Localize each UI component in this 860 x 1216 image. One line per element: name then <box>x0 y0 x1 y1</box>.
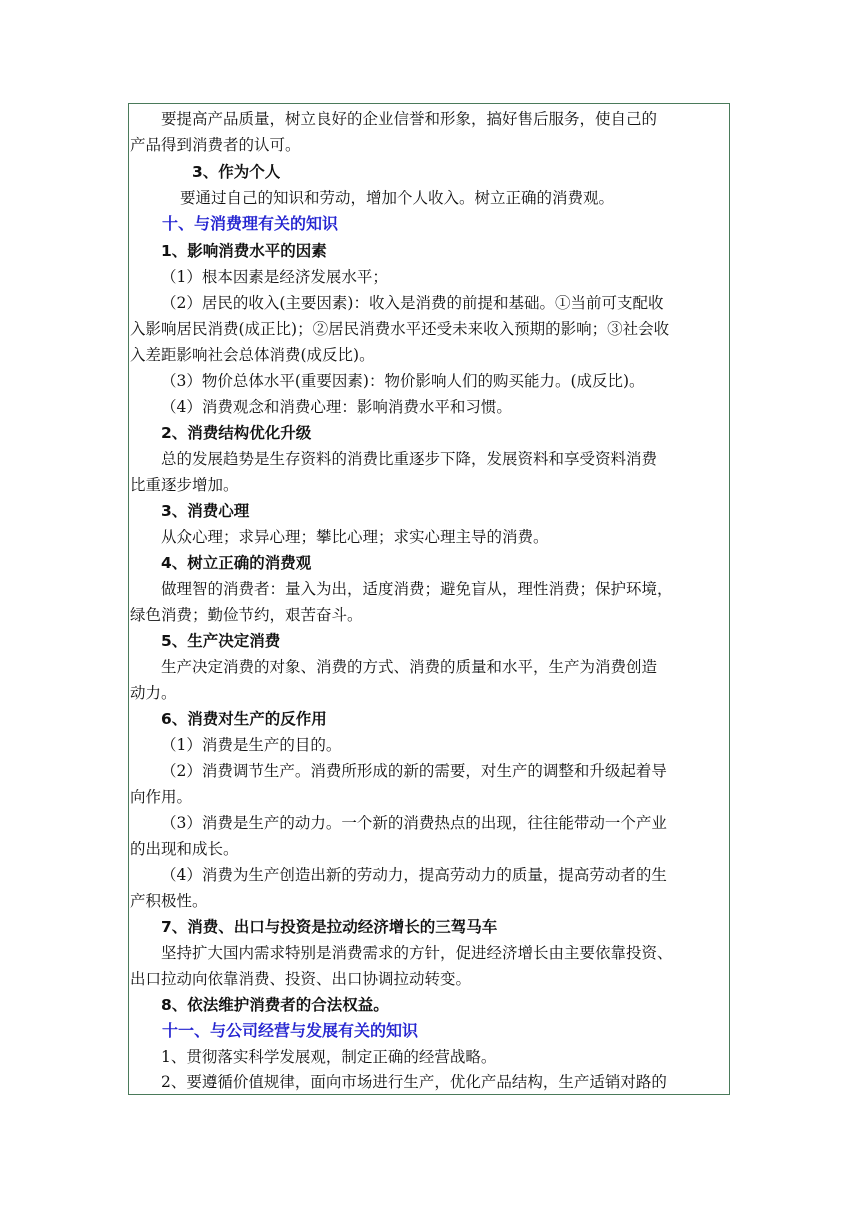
text-line: （2）居民的收入(主要因素)：收入是消费的前提和基础。①当前可支配收 <box>161 294 664 312</box>
text-line: 绿色消费；勤俭节约，艰苦奋斗。 <box>130 606 363 624</box>
section-heading: 6、消费对生产的反作用 <box>161 710 327 728</box>
text-line: （2）消费调节生产。消费所形成的新的需要，对生产的调整和升级起着导 <box>161 762 667 780</box>
text-line: 从众心理；求异心理；攀比心理；求实心理主导的消费。 <box>161 528 549 546</box>
text-line: 2、要遵循价值规律，面向市场进行生产，优化产品结构，生产适销对路的 <box>161 1073 667 1091</box>
text-line: 要提高产品质量，树立良好的企业信誉和形象，搞好售后服务，使自己的 <box>161 110 658 128</box>
text-line: 入差距影响社会总体消费(成反比)。 <box>130 346 375 364</box>
section-heading: 5、生产决定消费 <box>161 632 281 650</box>
text-line: 产积极性。 <box>130 892 208 910</box>
text-line: 要通过自己的知识和劳动，增加个人收入。树立正确的消费观。 <box>180 189 615 207</box>
text-line: （3）物价总体水平(重要因素)：物价影响人们的购买能力。(成反比)。 <box>161 372 645 390</box>
text-line: （4）消费观念和消费心理：影响消费水平和习惯。 <box>161 398 512 416</box>
text-line: 出口拉动向依靠消费、投资、出口协调拉动转变。 <box>130 970 472 988</box>
section-heading: 3、消费心理 <box>161 502 250 520</box>
text-line: 产品得到消费者的认可。 <box>130 136 301 154</box>
chapter-heading: 十一、与公司经营与发展有关的知识 <box>162 1021 419 1040</box>
section-heading: 8、依法维护消费者的合法权益。 <box>161 996 389 1014</box>
text-line: 1、贯彻落实科学发展观，制定正确的经营战略。 <box>161 1048 497 1066</box>
text-line: 向作用。 <box>130 788 193 806</box>
text-line: 生产决定消费的对象、消费的方式、消费的质量和水平，生产为消费创造 <box>161 658 658 676</box>
text-line: 总的发展趋势是生存资料的消费比重逐步下降，发展资料和享受资料消费 <box>161 450 658 468</box>
text-line: （1）根本因素是经济发展水平； <box>161 268 388 286</box>
text-line: （3）消费是生产的动力。一个新的消费热点的出现，往往能带动一个产业 <box>161 814 667 832</box>
section-heading: 4、树立正确的消费观 <box>161 554 312 572</box>
section-heading: 1、影响消费水平的因素 <box>161 242 327 260</box>
text-line: 的出现和成长。 <box>130 840 239 858</box>
text-line: （4）消费为生产创造出新的劳动力，提高劳动力的质量，提高劳动者的生 <box>161 866 667 884</box>
section-heading: 2、消费结构优化升级 <box>161 424 312 442</box>
text-line: 坚持扩大国内需求特别是消费需求的方针，促进经济增长由主要依靠投资、 <box>161 944 673 962</box>
section-heading: 7、消费、出口与投资是拉动经济增长的三驾马车 <box>161 918 498 936</box>
text-line: 动力。 <box>130 684 177 702</box>
section-heading: 3、作为个人 <box>192 163 281 181</box>
text-line: 入影响居民消费(成正比)；②居民消费水平还受未来收入预期的影响；③社会收 <box>130 320 670 338</box>
text-line: 做理智的消费者：量入为出，适度消费；避免盲从，理性消费；保护环境， <box>161 580 673 598</box>
text-line: （1）消费是生产的目的。 <box>161 736 342 754</box>
chapter-heading: 十、与消费理有关的知识 <box>162 214 339 233</box>
text-line: 比重逐步增加。 <box>130 476 239 494</box>
